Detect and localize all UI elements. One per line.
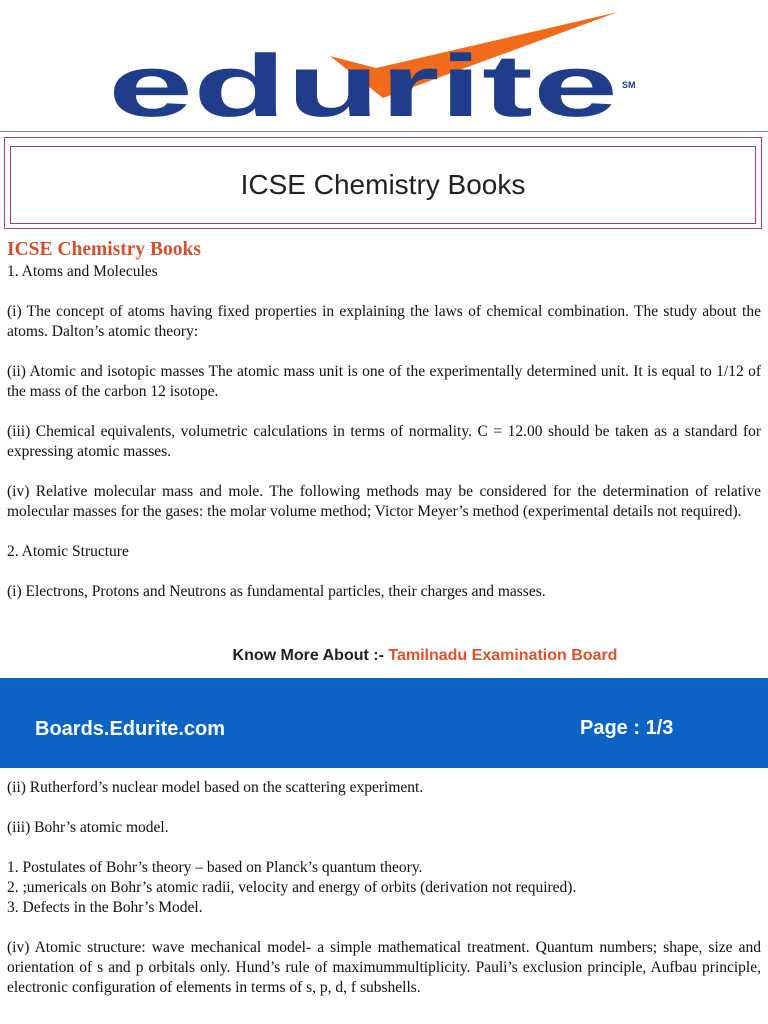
know-more-line bbox=[0, 647, 768, 665]
paragraph: (ii) Atomic and isotopic masses The atomic mass unit is one of the experimentally determined unit. It is equal to 1/12 of the mass of the carbon 12 isotope. bbox=[7, 363, 761, 400]
list-item: 1. Postulates of Bohr’s theory – based on Planck’s quantum theory. bbox=[7, 859, 423, 876]
paragraph: (iv) Atomic structure: wave mechanical model- a simple mathematical treatment. Quantum numbers; shape, size and orientation of s and p orbitals only. Hund’s rule of maximummultiplicity. Pauli’s exclusion principle, Aufbau principle, electronic configuration of elements in terms of s, p, d, f subshells. bbox=[7, 939, 761, 996]
footer-site-link[interactable]: Boards.Edurite.com bbox=[35, 718, 226, 740]
paragraph: 1. Atoms and Molecules bbox=[7, 263, 158, 280]
page-indicator: Page : 1/3 bbox=[580, 717, 674, 739]
logo-wordmark: edurite bbox=[108, 36, 618, 124]
section-heading: ICSE Chemistry Books bbox=[7, 239, 201, 260]
title-box bbox=[10, 146, 756, 224]
header-divider bbox=[0, 131, 768, 132]
know-more-link[interactable]: Tamilnadu Examination Board bbox=[388, 647, 618, 664]
document-title: ICSE Chemistry Books bbox=[240, 169, 526, 200]
list-item: 2. ;umericals on Bohr’s atomic radii, velocity and energy of orbits (derivation not required). bbox=[7, 879, 577, 896]
know-more-label: Know More About :- bbox=[232, 647, 389, 664]
paragraph: (iii) Bohr’s atomic model. bbox=[7, 819, 169, 836]
list-item: 3. Defects in the Bohr’s Model. bbox=[7, 899, 203, 916]
paragraph: (iii) Chemical equivalents, volumetric calculations in terms of normality. C = 12.00 should be taken as a standard for expressing atomic masses. bbox=[7, 423, 761, 460]
paragraph: (i) The concept of atoms having fixed properties in explaining the laws of chemical combination. The study about the atoms. Dalton’s atomic theory: bbox=[7, 303, 761, 340]
paragraph: (ii) Rutherford’s nuclear model based on the scattering experiment. bbox=[7, 779, 424, 796]
edurite-logo[interactable] bbox=[108, 6, 648, 124]
logo-service-mark: SM bbox=[622, 80, 636, 90]
paragraph: 2. Atomic Structure bbox=[7, 543, 129, 560]
page2-content bbox=[7, 778, 761, 998]
logo-graphic bbox=[108, 6, 648, 124]
paragraph: (iv) Relative molecular mass and mole. The following methods may be considered for the determination of relative molecular masses for the gases: the molar volume method; Victor Meyer’s method (experimental details not required). bbox=[7, 483, 761, 520]
paragraph: (i) Electrons, Protons and Neutrons as fundamental particles, their charges and masses. bbox=[7, 583, 546, 600]
page1-content bbox=[7, 238, 761, 602]
